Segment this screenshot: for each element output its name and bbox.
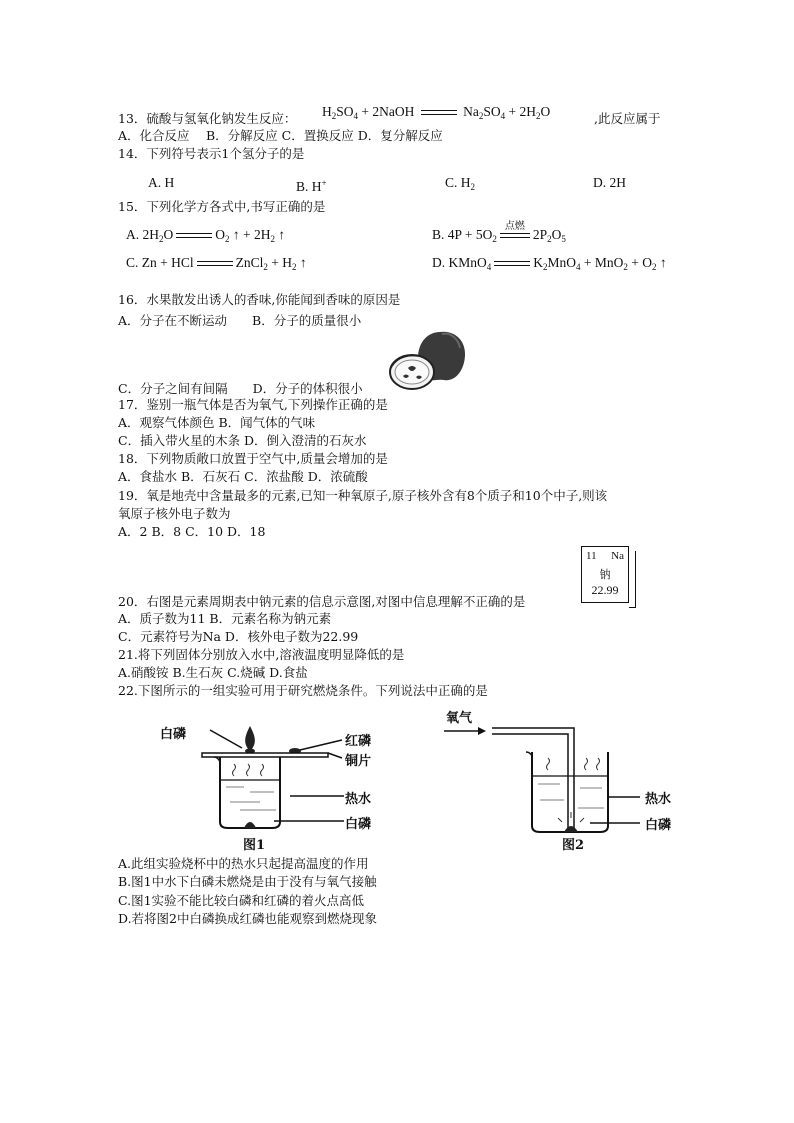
q17-stem: 17．鉴别一瓶气体是否为氧气,下列操作正确的是	[118, 397, 388, 412]
q16-options-ab: A．分子在不断运动 B．分子的质量很小	[118, 313, 362, 328]
q19-stem-line1: 19．氧是地壳中含量最多的元素,已知一种氧原子,原子核外含有8个质子和10个中子,则该	[118, 488, 608, 503]
q15-stem: 15．下列化学方各式中,书写正确的是	[118, 199, 326, 214]
q20-stem: 20．右图是元素周期表中钠元素的信息示意图,对图中信息理解不正确的是	[118, 594, 526, 609]
q21-options: A.硝酸铵 B.生石灰 C.烧碱 D.食盐	[118, 665, 308, 680]
q19-options: A．2 B．8 C．10 D．18	[118, 524, 266, 539]
q15-option-b: B. $4P + 5O_2$ 点燃 $2P_2O_5$	[432, 220, 566, 244]
q21-stem: 21.将下列固体分别放入水中,溶液温度明显降低的是	[118, 647, 405, 662]
apple-image	[388, 326, 468, 392]
q15-option-c: C. Zn + HCl ZnCl$_2$ + $H_2$ ↑	[126, 255, 307, 272]
q13-stem: 13．硫酸与氢氧化钠发生反应：	[118, 111, 297, 126]
q14-option-c: C. $H_2$	[445, 175, 476, 192]
q22-option-c: C.图1实验不能比较白磷和红磷的着火点高低	[118, 893, 365, 908]
q14-option-d: D. 2H	[593, 175, 626, 190]
fig1-label-hot-water: 热水	[345, 792, 372, 807]
fig1-label-red-phosphorus: 红磷	[345, 734, 372, 749]
q20-options-cd: C．元素符号为Na D．核外电子数为22.99	[118, 629, 359, 644]
fig2-label-oxygen: 氧气	[446, 711, 473, 726]
fig1-label-copper-plate: 铜片	[345, 754, 372, 769]
fig2-caption: 图2	[562, 838, 585, 853]
q22-option-d: D.若将图2中白磷换成红磷也能观察到燃烧现象	[118, 911, 378, 926]
q13-options: A．化合反应 B．分解反应 C．置换反应 D．复分解反应	[118, 128, 443, 143]
q17-options-cd: C．插入带火星的木条 D．倒入澄清的石灰水	[118, 433, 367, 448]
q22-stem: 22.下图所示的一组实验可用于研究燃烧条件。下列说法中正确的是	[118, 683, 488, 698]
q13-equation: $H_2SO_4$ + 2NaOH $Na_2SO_4 + 2H_2O$	[322, 104, 551, 121]
q14-option-a: A. H	[148, 175, 175, 190]
fig1-label-white-phosphorus-bottom: 白磷	[345, 817, 372, 832]
q18-stem: 18．下列物质敞口放置于空气中,质量会增加的是	[118, 451, 388, 466]
flame-icon	[245, 726, 255, 750]
q16-stem: 16．水果散发出诱人的香味,你能闻到香味的原因是	[118, 292, 401, 307]
fig2-label-white-phosphorus: 白磷	[645, 818, 672, 833]
q14-option-b: B. H+	[296, 178, 327, 194]
q13-stem-after: ,此反应属于	[594, 111, 661, 126]
q15-option-d: D. KMnO$_4$ $K_2MnO_4 + MnO_2 + O_2$ ↑	[432, 255, 667, 272]
q22-option-b: B.图1中水下白磷未燃烧是由于没有与氧气接触	[118, 874, 377, 889]
q19-stem-line2: 氧原子核外电子数为	[118, 506, 231, 521]
q17-options-ab: A．观察气体颜色 B．闻气体的气味	[118, 415, 316, 430]
sodium-element-card: 11 Na 钠 22.99	[581, 546, 629, 603]
q16-options-cd: C．分子之间有间隔 D．分子的体积很小	[118, 381, 363, 396]
beaker-figure-2	[440, 700, 670, 850]
q22-option-a: A.此组实验烧杯中的热水只起提高温度的作用	[118, 856, 369, 871]
q15-option-a: A. $2H_2O$ $O_2$ ↑ + $2H_2$ ↑	[126, 227, 286, 244]
q18-options: A．食盐水 B．石灰石 C．浓盐酸 D．浓硫酸	[118, 469, 368, 484]
fig1-label-white-phosphorus-top: 白磷	[160, 727, 187, 742]
fig1-caption: 图1	[243, 838, 266, 853]
q14-stem: 14．下列符号表示1个氢分子的是	[118, 146, 305, 161]
fig2-label-hot-water: 热水	[645, 792, 672, 807]
q20-options-ab: A．质子数为11 B．元素名称为钠元素	[118, 611, 332, 626]
